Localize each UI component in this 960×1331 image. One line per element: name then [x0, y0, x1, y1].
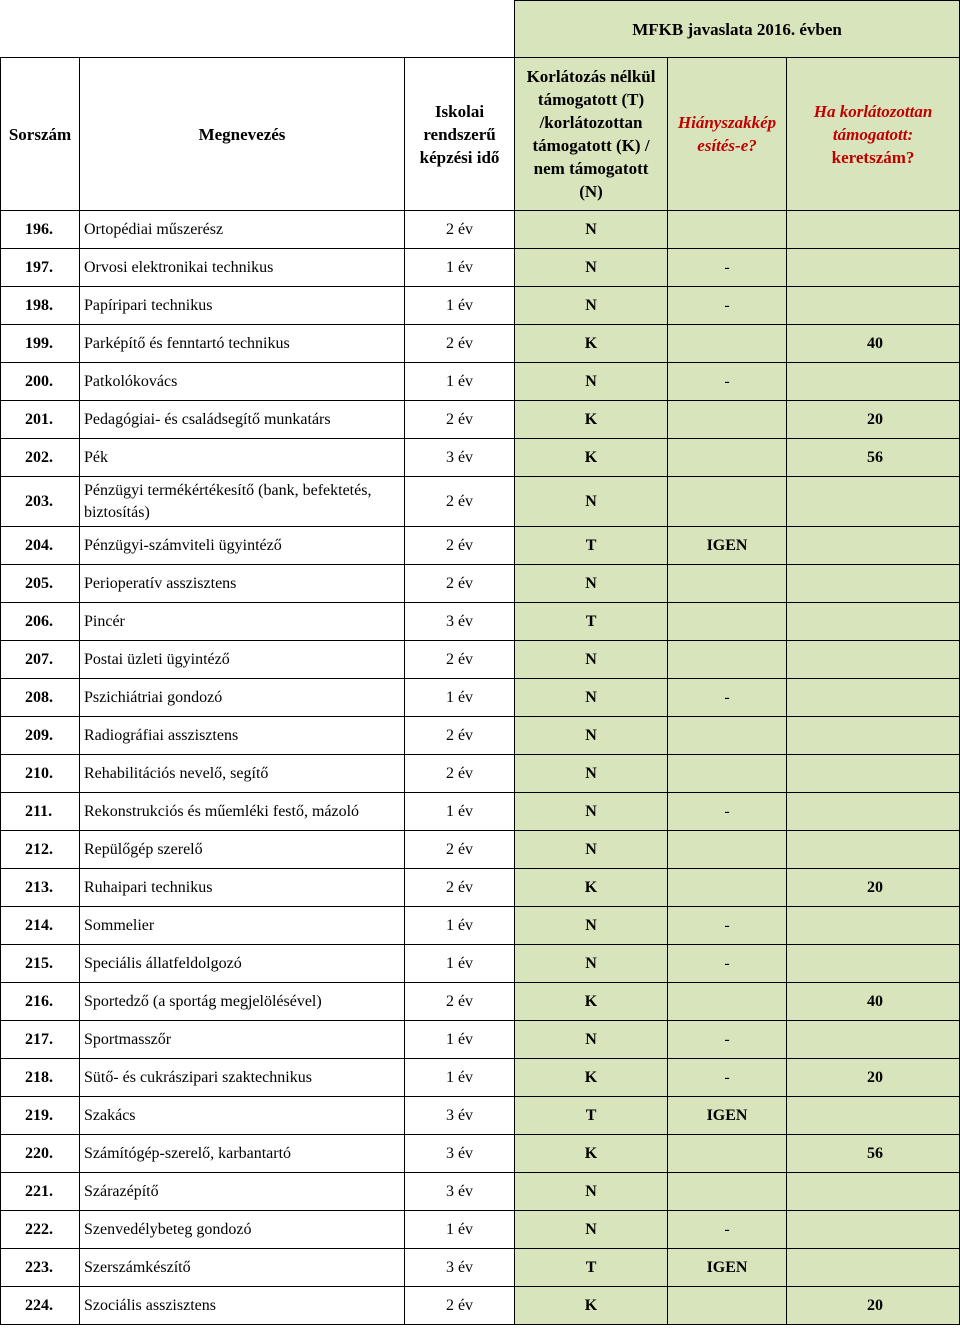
row-support-code: K [515, 983, 668, 1021]
row-shortage: - [668, 945, 787, 983]
row-name: Szerszámkészítő [80, 1249, 405, 1287]
row-shortage [668, 869, 787, 907]
row-duration: 1 év [405, 249, 515, 287]
row-shortage: - [668, 1021, 787, 1059]
table-row [1, 287, 960, 325]
row-support-code: N [515, 679, 668, 717]
col-header-megnevezes: Megnevezés [80, 58, 405, 211]
row-quota [787, 1021, 960, 1059]
table-row [1, 439, 960, 477]
row-duration: 2 év [405, 983, 515, 1021]
row-number: 198. [1, 287, 80, 325]
row-shortage: - [668, 249, 787, 287]
row-quota [787, 755, 960, 793]
row-number: 222. [1, 1211, 80, 1249]
table-row [1, 527, 960, 565]
table-row [1, 755, 960, 793]
row-number: 197. [1, 249, 80, 287]
keret-header-line2: keretszám? [831, 147, 915, 167]
row-number: 207. [1, 641, 80, 679]
row-shortage [668, 603, 787, 641]
table-row [1, 1173, 960, 1211]
row-support-code: T [515, 603, 668, 641]
col-header-tamogatas: Korlátozás nélkül támogatott (T) /korlátozottan támogatott (K) / nem támogatott (N) [515, 58, 668, 211]
row-quota [787, 831, 960, 869]
table-row [1, 565, 960, 603]
col-header-kepzesi-ido: Iskolai rendszerű képzési idő [405, 58, 515, 211]
row-duration: 1 év [405, 679, 515, 717]
keret-header-line1: Ha korlátozottan támogatott: [813, 101, 933, 144]
row-shortage [668, 1173, 787, 1211]
row-name: Pedagógiai- és családsegítő munkatárs [80, 401, 405, 439]
row-quota [787, 1173, 960, 1211]
row-name: Sommelier [80, 907, 405, 945]
table-row [1, 1059, 960, 1097]
row-duration: 2 év [405, 325, 515, 363]
row-duration: 1 év [405, 907, 515, 945]
row-quota [787, 641, 960, 679]
row-name: Postai üzleti ügyintéző [80, 641, 405, 679]
row-quota: 20 [787, 869, 960, 907]
mfkb-group-title: MFKB javaslata 2016. évben [515, 1, 960, 58]
row-number: 212. [1, 831, 80, 869]
row-shortage: - [668, 363, 787, 401]
row-duration: 3 év [405, 1249, 515, 1287]
row-number: 199. [1, 325, 80, 363]
row-quota: 56 [787, 439, 960, 477]
row-quota [787, 565, 960, 603]
row-quota: 40 [787, 983, 960, 1021]
header-spacer [1, 1, 515, 58]
row-name: Pszichiátriai gondozó [80, 679, 405, 717]
row-name: Sportmasszőr [80, 1021, 405, 1059]
row-support-code: N [515, 477, 668, 527]
row-number: 201. [1, 401, 80, 439]
row-quota [787, 1249, 960, 1287]
table-body [1, 211, 960, 1325]
row-duration: 2 év [405, 211, 515, 249]
row-name: Papíripari technikus [80, 287, 405, 325]
row-number: 208. [1, 679, 80, 717]
row-number: 215. [1, 945, 80, 983]
row-support-code: T [515, 1249, 668, 1287]
table-row [1, 679, 960, 717]
row-duration: 3 év [405, 1173, 515, 1211]
row-number: 209. [1, 717, 80, 755]
row-quota [787, 477, 960, 527]
row-shortage [668, 401, 787, 439]
row-duration: 2 év [405, 755, 515, 793]
row-number: 220. [1, 1135, 80, 1173]
row-shortage [668, 1135, 787, 1173]
row-support-code: N [515, 211, 668, 249]
row-quota [787, 907, 960, 945]
row-quota [787, 717, 960, 755]
row-support-code: N [515, 287, 668, 325]
table-row [1, 793, 960, 831]
row-support-code: K [515, 439, 668, 477]
row-name: Szárazépítő [80, 1173, 405, 1211]
row-shortage: - [668, 907, 787, 945]
row-number: 213. [1, 869, 80, 907]
row-quota [787, 527, 960, 565]
row-number: 219. [1, 1097, 80, 1135]
table-row [1, 363, 960, 401]
row-duration: 3 év [405, 1097, 515, 1135]
row-support-code: K [515, 325, 668, 363]
row-quota: 56 [787, 1135, 960, 1173]
row-name: Szenvedélybeteg gondozó [80, 1211, 405, 1249]
table-row [1, 325, 960, 363]
row-quota [787, 793, 960, 831]
row-number: 205. [1, 565, 80, 603]
row-duration: 2 év [405, 527, 515, 565]
row-support-code: N [515, 1021, 668, 1059]
row-support-code: N [515, 641, 668, 679]
row-name: Repülőgép szerelő [80, 831, 405, 869]
row-name: Pénzügyi termékértékesítő (bank, befektetés, biztosítás) [80, 477, 405, 527]
row-duration: 2 év [405, 717, 515, 755]
row-name: Ortopédiai műszerész [80, 211, 405, 249]
row-name: Speciális állatfeldolgozó [80, 945, 405, 983]
row-quota: 40 [787, 325, 960, 363]
table-row [1, 983, 960, 1021]
table-row [1, 641, 960, 679]
row-quota [787, 363, 960, 401]
row-support-code: N [515, 755, 668, 793]
table-row [1, 945, 960, 983]
row-quota [787, 603, 960, 641]
row-shortage [668, 565, 787, 603]
row-duration: 1 év [405, 945, 515, 983]
row-number: 214. [1, 907, 80, 945]
row-support-code: N [515, 249, 668, 287]
row-shortage: IGEN [668, 527, 787, 565]
table-row [1, 477, 960, 527]
row-shortage: - [668, 287, 787, 325]
table-row [1, 907, 960, 945]
row-duration: 2 év [405, 641, 515, 679]
col-header-keretszam [787, 58, 960, 211]
row-name: Pék [80, 439, 405, 477]
row-support-code: N [515, 717, 668, 755]
row-support-code: K [515, 1135, 668, 1173]
row-name: Ruhaipari technikus [80, 869, 405, 907]
table-row [1, 401, 960, 439]
row-number: 210. [1, 755, 80, 793]
row-shortage [668, 477, 787, 527]
row-shortage: - [668, 793, 787, 831]
row-number: 223. [1, 1249, 80, 1287]
row-number: 211. [1, 793, 80, 831]
row-support-code: K [515, 1287, 668, 1325]
table-row [1, 211, 960, 249]
row-support-code: K [515, 869, 668, 907]
table-row [1, 869, 960, 907]
row-support-code: N [515, 793, 668, 831]
row-support-code: N [515, 1211, 668, 1249]
row-duration: 1 év [405, 793, 515, 831]
row-shortage: - [668, 1059, 787, 1097]
row-duration: 3 év [405, 1135, 515, 1173]
table-row [1, 717, 960, 755]
row-number: 221. [1, 1173, 80, 1211]
row-support-code: K [515, 1059, 668, 1097]
row-support-code: K [515, 401, 668, 439]
row-support-code: T [515, 1097, 668, 1135]
row-name: Perioperatív asszisztens [80, 565, 405, 603]
row-number: 224. [1, 1287, 80, 1325]
row-shortage: - [668, 679, 787, 717]
row-name: Patkolókovács [80, 363, 405, 401]
row-name: Parképítő és fenntartó technikus [80, 325, 405, 363]
row-duration: 1 év [405, 363, 515, 401]
row-name: Számítógép-szerelő, karbantartó [80, 1135, 405, 1173]
row-shortage [668, 1287, 787, 1325]
row-quota [787, 679, 960, 717]
row-name: Rehabilitációs nevelő, segítő [80, 755, 405, 793]
row-shortage [668, 755, 787, 793]
col-header-hiany: Hiányszakkép esítés-e? [668, 58, 787, 211]
row-number: 204. [1, 527, 80, 565]
row-name: Szakács [80, 1097, 405, 1135]
row-duration: 1 év [405, 1059, 515, 1097]
row-support-code: N [515, 363, 668, 401]
row-support-code: N [515, 1173, 668, 1211]
table-row [1, 603, 960, 641]
row-quota: 20 [787, 1059, 960, 1097]
table-row [1, 1135, 960, 1173]
row-duration: 2 év [405, 401, 515, 439]
row-support-code: N [515, 831, 668, 869]
row-duration: 2 év [405, 831, 515, 869]
row-name: Radiográfiai asszisztens [80, 717, 405, 755]
table-row [1, 1287, 960, 1325]
row-shortage [668, 717, 787, 755]
row-quota [787, 287, 960, 325]
row-support-code: T [515, 527, 668, 565]
row-name: Szociális asszisztens [80, 1287, 405, 1325]
row-name: Pincér [80, 603, 405, 641]
row-number: 196. [1, 211, 80, 249]
row-quota [787, 945, 960, 983]
row-shortage [668, 983, 787, 1021]
row-name: Pénzügyi-számviteli ügyintéző [80, 527, 405, 565]
row-quota [787, 1211, 960, 1249]
row-number: 200. [1, 363, 80, 401]
table-row [1, 1097, 960, 1135]
row-duration: 1 év [405, 1211, 515, 1249]
row-duration: 2 év [405, 565, 515, 603]
row-support-code: N [515, 565, 668, 603]
row-shortage [668, 641, 787, 679]
row-name: Sportedző (a sportág megjelölésével) [80, 983, 405, 1021]
row-shortage [668, 831, 787, 869]
row-quota: 20 [787, 1287, 960, 1325]
row-number: 217. [1, 1021, 80, 1059]
row-duration: 3 év [405, 603, 515, 641]
row-quota [787, 249, 960, 287]
row-shortage [668, 325, 787, 363]
row-shortage [668, 439, 787, 477]
row-number: 206. [1, 603, 80, 641]
table-row [1, 1249, 960, 1287]
table-row [1, 249, 960, 287]
row-name: Orvosi elektronikai technikus [80, 249, 405, 287]
row-number: 203. [1, 477, 80, 527]
row-duration: 3 év [405, 439, 515, 477]
row-support-code: N [515, 945, 668, 983]
row-name: Rekonstrukciós és műemléki festő, mázoló [80, 793, 405, 831]
row-shortage: IGEN [668, 1097, 787, 1135]
row-number: 216. [1, 983, 80, 1021]
row-duration: 1 év [405, 287, 515, 325]
table-row [1, 1211, 960, 1249]
row-number: 218. [1, 1059, 80, 1097]
row-shortage: - [668, 1211, 787, 1249]
table-row [1, 831, 960, 869]
row-shortage [668, 211, 787, 249]
row-quota [787, 211, 960, 249]
row-quota [787, 1097, 960, 1135]
row-support-code: N [515, 907, 668, 945]
row-duration: 2 év [405, 869, 515, 907]
row-shortage: IGEN [668, 1249, 787, 1287]
row-name: Sütő- és cukrászipari szaktechnikus [80, 1059, 405, 1097]
row-duration: 2 év [405, 477, 515, 527]
table-row [1, 1021, 960, 1059]
row-number: 202. [1, 439, 80, 477]
col-header-sorszam: Sorszám [1, 58, 80, 211]
row-quota: 20 [787, 401, 960, 439]
row-duration: 2 év [405, 1287, 515, 1325]
row-duration: 1 év [405, 1021, 515, 1059]
